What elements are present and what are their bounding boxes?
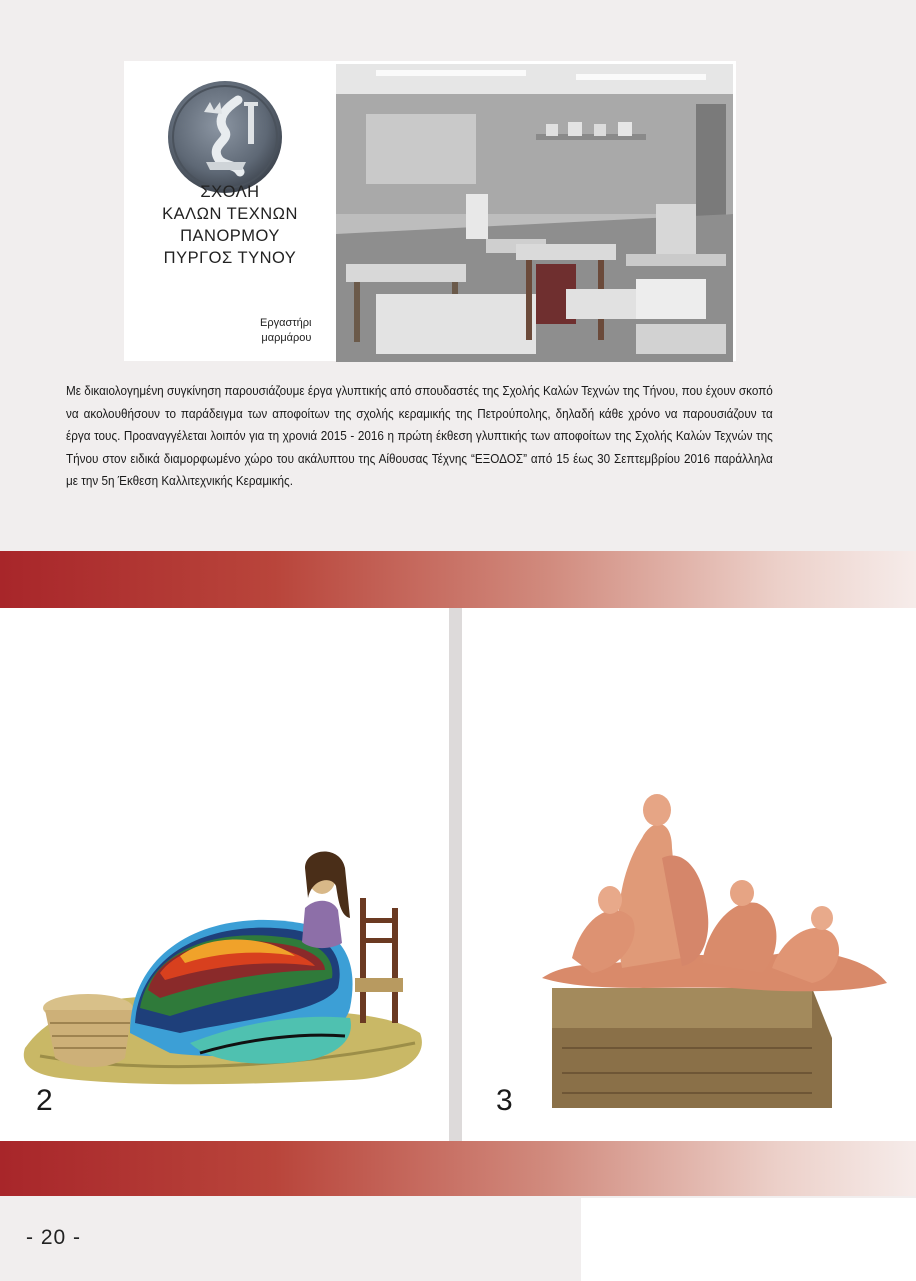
school-name-line: ΠΑΝΟΡΜΟΥ [180, 227, 280, 245]
decorative-bar-bottom [0, 1141, 916, 1196]
sculpture-clay-figures [532, 788, 892, 1108]
figure-number: 3 [496, 1084, 513, 1117]
header-banner [124, 61, 736, 361]
page-corner-blank [581, 1198, 916, 1281]
page-number: - 20 - [26, 1226, 82, 1249]
school-name-line: ΣΧΟΛΗ [200, 183, 260, 201]
intro-paragraph: Με δικαιολογημένη συγκίνηση παρουσιάζουμε έργα γλυπτικής από σπουδαστές της Σχολής Καλών Τεχνών της Τήνου, που έχουν σκοπό να ακολουθήσουν το παράδειγμα των αποφοίτων της σχολής κεραμικής της Πετρούπολης, δηλαδή κάθε χρόνο να παρουσιάζουν τα έργα τους. Προαναγγέλεται λοιπόν για τη χρονιά 2015 - 2016 η πρώτη έκθεση γλυπτικής των αποφοίτων της Σχολής Καλών Τεχνών της Τήνου στον ειδικά διαμορφωμένο χώρο του ακάλυπτου της Αίθουσας Τέχνης “ΕΞΟΔΟΣ” από 15 έως 30 Σεπτεμβρίου 2016 παράλληλα με την 5η Έκθεση Καλλιτεχνικής Κεραμικής. [66, 384, 773, 488]
school-logo-panel [124, 61, 336, 361]
figure-panel-2 [0, 608, 449, 1141]
school-name-line: ΠΥΡΓΟΣ ΤΥΝΟΥ [163, 249, 297, 267]
school-name-line: ΚΑΛΩΝ ΤΕΧΝΩΝ [162, 205, 298, 223]
photo-caption-line: μαρμάρου [261, 332, 312, 344]
sculpture-woman-striped-dress [20, 838, 440, 1088]
photo-caption [260, 316, 311, 346]
figure-number: 2 [36, 1084, 53, 1117]
decorative-bar-top [0, 551, 916, 608]
marble-workshop-photo [336, 64, 733, 362]
photo-caption-line: Εργαστήρι [260, 317, 312, 329]
school-seal-icon [166, 78, 284, 196]
school-name [124, 181, 336, 269]
panel-divider [449, 608, 462, 1141]
figure-panel-3 [462, 608, 916, 1141]
